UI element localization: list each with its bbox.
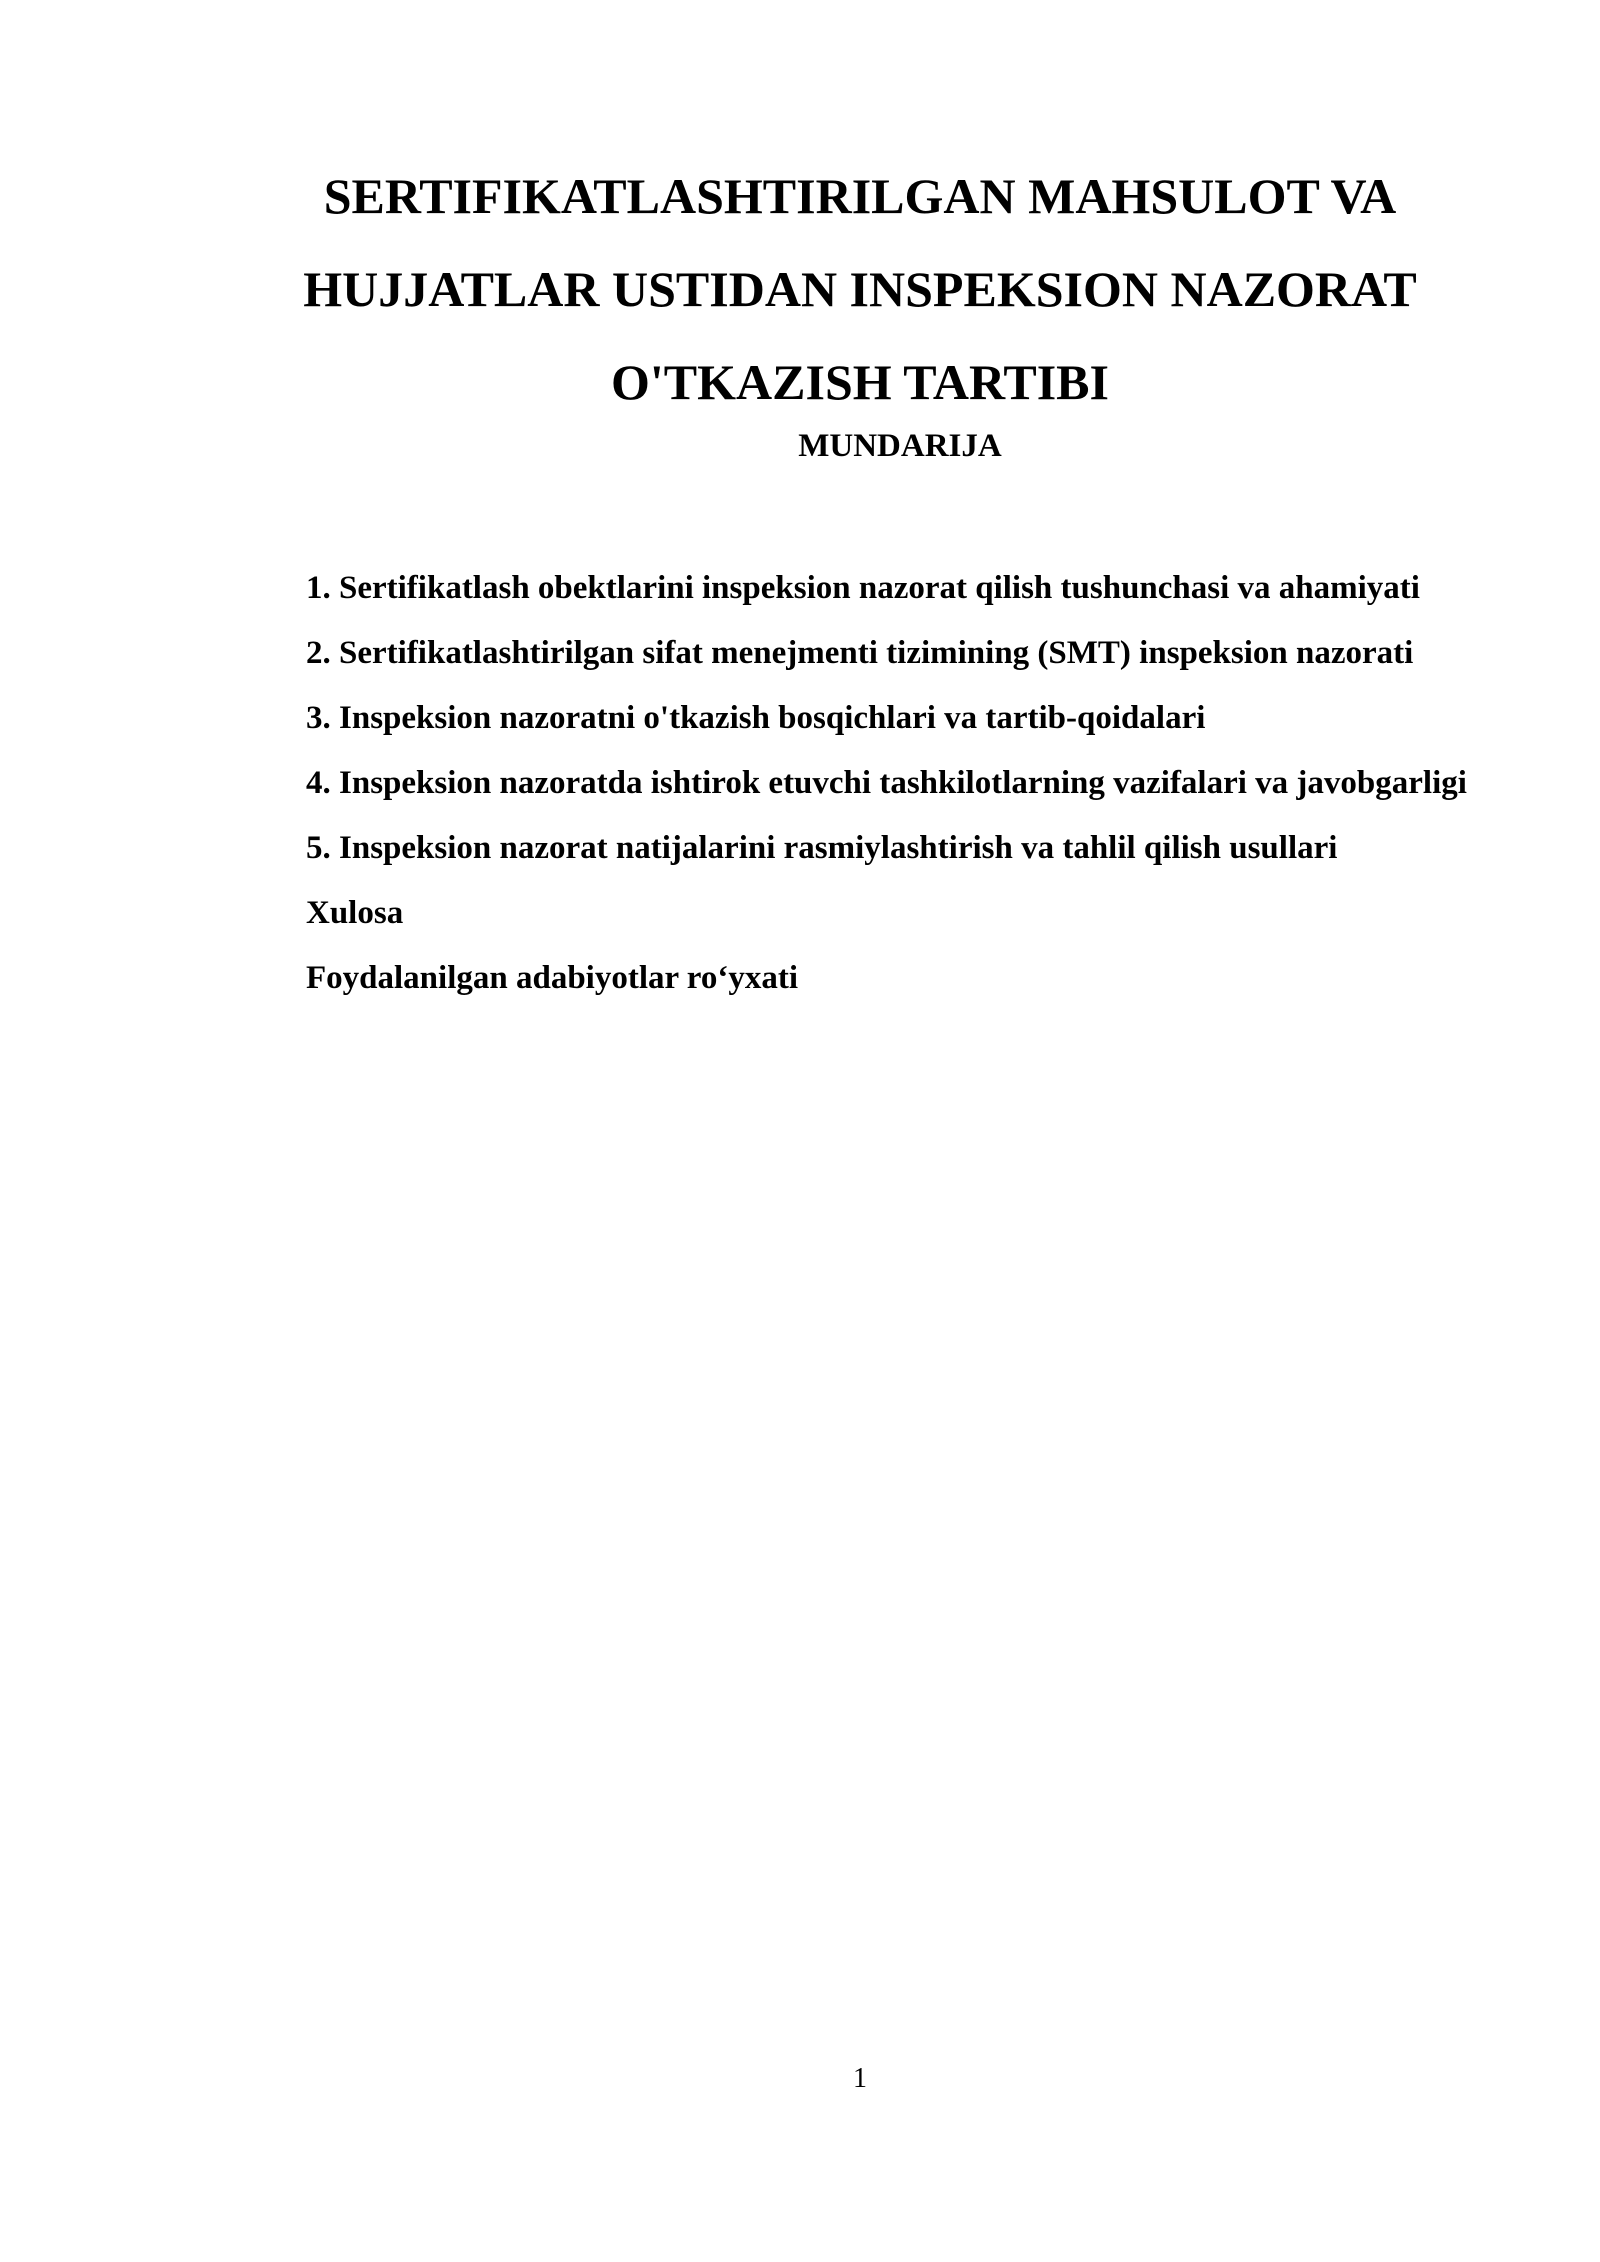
toc-item-4: 4. Inspeksion nazoratda ishtirok etuvchi tashkilotlarning vazifalari va javobgarligi (306, 765, 1467, 801)
title-line-3: O'TKAZISH TARTIBI (611, 354, 1109, 410)
toc-item-5: 5. Inspeksion nazorat natijalarini rasmiylashtirish va tahlil qilish usullari (306, 830, 1338, 866)
title-line-1: SERTIFIKATLASHTIRILGAN MAHSULOT VA (323, 168, 1397, 224)
document-title (230, 150, 1490, 429)
toc-item-conclusion: Xulosa (306, 895, 404, 931)
toc-item-references: Foydalanilgan adabiyotlar ro‘yxati (306, 960, 799, 996)
toc-item-2: 2. Sertifikatlashtirilgan sifat menejmenti tizimining (SMT) inspeksion nazorati (306, 635, 1414, 671)
page-number: 1 (853, 2063, 867, 2094)
toc-item-1: 1. Sertifikatlash obektlarini inspeksion nazorat qilish tushunchasi va ahamiyati (306, 570, 1420, 606)
toc-item-3: 3. Inspeksion nazoratni o'tkazish bosqichlari va tartib-qoidalari (306, 700, 1206, 736)
title-line-2: HUJJATLAR USTIDAN INSPEKSION NAZORAT (303, 261, 1417, 317)
table-of-contents (230, 556, 1500, 1011)
table-of-contents-heading: MUNDARIJA (798, 428, 1002, 464)
